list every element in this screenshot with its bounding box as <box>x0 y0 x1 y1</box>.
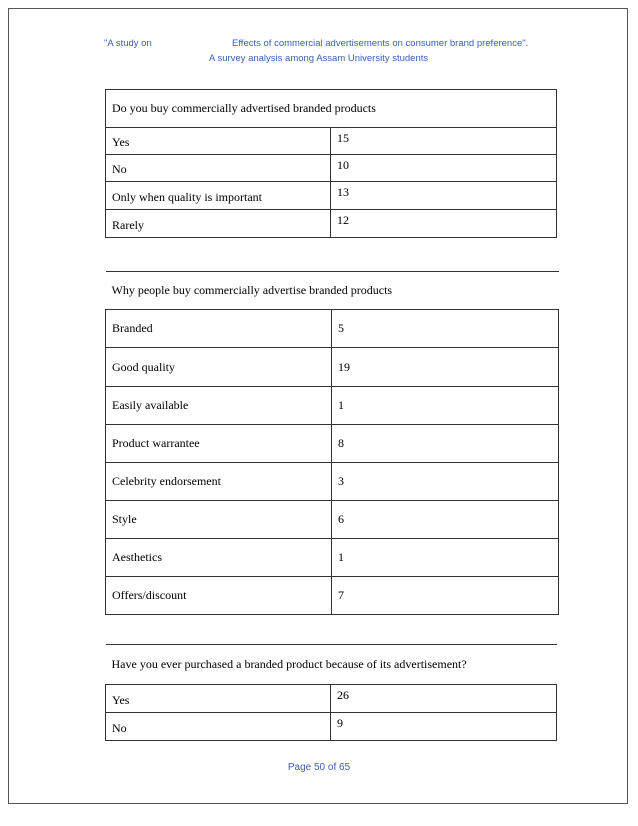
table-row <box>106 210 557 238</box>
table-row <box>106 577 559 615</box>
table-row <box>106 387 559 425</box>
table-buy-advertised <box>105 89 557 238</box>
row-value: 9 <box>331 713 557 741</box>
row-value: 13 <box>331 182 557 210</box>
table-row <box>106 182 557 210</box>
row-label: Only when quality is important <box>106 182 331 210</box>
table-row <box>106 463 559 501</box>
row-value: 19 <box>332 348 559 387</box>
header-right: Effects of commercial advertisements on consumer brand preference". <box>232 38 529 49</box>
table-title: Have you ever purchased a branded product because of its advertisement? <box>106 645 557 685</box>
row-value: 6 <box>332 501 559 539</box>
table-row <box>106 539 559 577</box>
table-row <box>106 425 559 463</box>
table-row <box>106 310 559 348</box>
row-value: 5 <box>332 310 559 348</box>
table-row <box>106 348 559 387</box>
row-value: 26 <box>331 685 557 713</box>
page-number: Page 50 of 65 <box>287 762 351 773</box>
row-label: Rarely <box>106 210 331 238</box>
row-value: 1 <box>332 539 559 577</box>
table-row <box>106 501 559 539</box>
table-title: Why people buy commercially advertise branded products <box>106 272 559 310</box>
table-row <box>106 713 557 741</box>
table-row <box>106 155 557 182</box>
row-value: 1 <box>332 387 559 425</box>
row-label: Product warrantee <box>106 425 332 463</box>
row-value: 10 <box>331 155 557 182</box>
table-purchased-because-ad <box>105 644 557 741</box>
row-label: Yes <box>106 685 331 713</box>
table-row <box>106 128 557 155</box>
row-label: Aesthetics <box>106 539 332 577</box>
row-value: 8 <box>332 425 559 463</box>
row-label: Branded <box>106 310 332 348</box>
row-value: 3 <box>332 463 559 501</box>
row-value: 7 <box>332 577 559 615</box>
row-value: 12 <box>331 210 557 238</box>
row-value: 15 <box>331 128 557 155</box>
table-why-buy <box>105 271 559 615</box>
row-label: Offers/discount <box>106 577 332 615</box>
row-label: No <box>106 713 331 741</box>
header-left: "A study on <box>104 38 152 49</box>
table-row <box>106 685 557 713</box>
header-subtitle: A survey analysis among Assam University students <box>209 53 429 64</box>
table-title: Do you buy commercially advertised branded products <box>106 90 557 128</box>
row-label: Easily available <box>106 387 332 425</box>
row-label: Style <box>106 501 332 539</box>
row-label: Celebrity endorsement <box>106 463 332 501</box>
row-label: Good quality <box>106 348 332 387</box>
row-label: No <box>106 155 331 182</box>
row-label: Yes <box>106 128 331 155</box>
